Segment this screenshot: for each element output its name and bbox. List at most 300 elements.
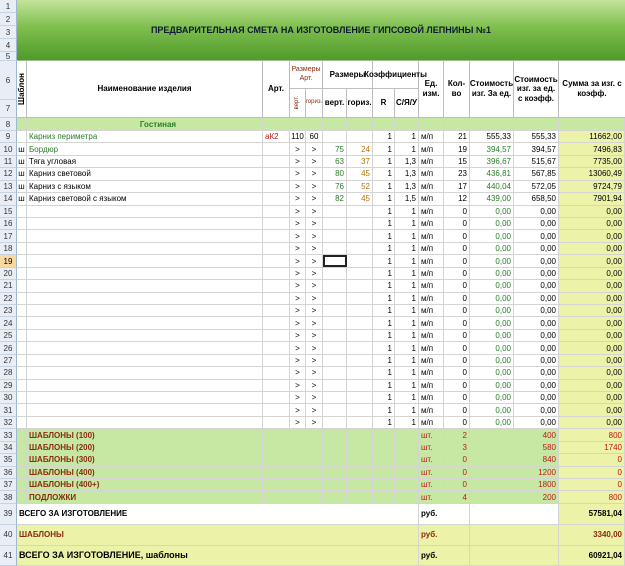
cell-ed[interactable]: м/п bbox=[419, 131, 444, 142]
cell-sh[interactable] bbox=[17, 491, 27, 502]
cell-name[interactable]: ШАБЛОНЫ (200) bbox=[27, 442, 263, 453]
cell-av[interactable]: > bbox=[290, 143, 306, 154]
cell-v[interactable] bbox=[323, 305, 347, 316]
cell-pk[interactable]: 0,00 bbox=[514, 305, 559, 316]
cell-ed[interactable]: м/п bbox=[419, 305, 444, 316]
cell-s[interactable]: 1740 bbox=[559, 442, 625, 453]
cell-pk[interactable]: 0,00 bbox=[514, 206, 559, 217]
cell-name[interactable] bbox=[27, 218, 263, 229]
cell-v[interactable] bbox=[323, 317, 347, 328]
cell-p[interactable] bbox=[470, 454, 514, 465]
cell-c[interactable] bbox=[395, 454, 419, 465]
cell-q[interactable]: 0 bbox=[444, 392, 470, 403]
cell-ed[interactable]: шт. bbox=[419, 491, 444, 502]
cell-ed[interactable]: м/п bbox=[419, 230, 444, 241]
cell-pk[interactable] bbox=[514, 118, 559, 130]
cell-r[interactable]: 1 bbox=[373, 317, 395, 328]
cell-q[interactable]: 0 bbox=[444, 243, 470, 254]
cell-q[interactable]: 0 bbox=[444, 218, 470, 229]
cell-r[interactable]: 1 bbox=[373, 193, 395, 204]
cell-name[interactable]: ПОДЛОЖКИ bbox=[27, 491, 263, 502]
header-koef[interactable]: Коэффициенты bbox=[373, 61, 419, 89]
total-sum[interactable]: 60921,04 bbox=[559, 546, 625, 565]
cell-ag[interactable]: > bbox=[306, 355, 323, 366]
cell-p[interactable]: 0,00 bbox=[470, 280, 514, 291]
cell-p[interactable]: 0,00 bbox=[470, 206, 514, 217]
cell-v[interactable] bbox=[323, 131, 347, 142]
cell-art[interactable] bbox=[263, 367, 290, 378]
cell-av[interactable] bbox=[290, 479, 306, 490]
row-header[interactable]: 25 bbox=[0, 330, 17, 342]
cell-g[interactable] bbox=[347, 243, 373, 254]
cell-c[interactable]: 1,5 bbox=[395, 193, 419, 204]
cell-s[interactable]: 13060,49 bbox=[559, 168, 625, 179]
header-sum[interactable]: Сумма за изг. с коэфф. bbox=[559, 61, 625, 118]
row-header[interactable]: 28 bbox=[0, 367, 17, 379]
cell-v[interactable] bbox=[323, 280, 347, 291]
cell-g[interactable] bbox=[347, 255, 373, 266]
cell-name[interactable]: ШАБЛОНЫ (400) bbox=[27, 467, 263, 478]
cell-r[interactable]: 1 bbox=[373, 380, 395, 391]
cell-s[interactable]: 0,00 bbox=[559, 280, 625, 291]
cell-p[interactable]: 0,00 bbox=[470, 317, 514, 328]
cell-g[interactable] bbox=[347, 280, 373, 291]
cell-g[interactable] bbox=[347, 429, 373, 440]
cell-av[interactable]: > bbox=[290, 404, 306, 415]
cell-name[interactable]: Тяга угловая bbox=[27, 156, 263, 167]
cell-c[interactable]: 1 bbox=[395, 380, 419, 391]
cell-g[interactable] bbox=[347, 404, 373, 415]
cell-ed[interactable]: м/п bbox=[419, 342, 444, 353]
cell-r[interactable]: 1 bbox=[373, 218, 395, 229]
cell-art[interactable] bbox=[263, 404, 290, 415]
cell-art[interactable] bbox=[263, 317, 290, 328]
cell-r[interactable]: 1 bbox=[373, 280, 395, 291]
cell-r[interactable]: 1 bbox=[373, 392, 395, 403]
cell-r[interactable] bbox=[373, 467, 395, 478]
cell-name[interactable] bbox=[27, 417, 263, 428]
cell-p[interactable]: 0,00 bbox=[470, 305, 514, 316]
cell-r[interactable]: 1 bbox=[373, 168, 395, 179]
cell-ag[interactable]: > bbox=[306, 404, 323, 415]
cell-sh[interactable] bbox=[17, 367, 27, 378]
cell-s[interactable]: 0,00 bbox=[559, 392, 625, 403]
cell-pk[interactable]: 0,00 bbox=[514, 317, 559, 328]
cell-name[interactable] bbox=[27, 206, 263, 217]
cell-name[interactable] bbox=[27, 293, 263, 304]
cell-g[interactable] bbox=[347, 330, 373, 341]
cell-ag[interactable]: > bbox=[306, 392, 323, 403]
row-header[interactable]: 26 bbox=[0, 342, 17, 354]
cell-s[interactable]: 0 bbox=[559, 467, 625, 478]
cell-art[interactable] bbox=[263, 305, 290, 316]
cell-v[interactable]: 76 bbox=[323, 181, 347, 192]
cell-art[interactable] bbox=[263, 293, 290, 304]
cell-ed[interactable]: м/п bbox=[419, 367, 444, 378]
cell-q[interactable]: 0 bbox=[444, 467, 470, 478]
cell-p[interactable]: 396,67 bbox=[470, 156, 514, 167]
cell-s[interactable]: 7735,00 bbox=[559, 156, 625, 167]
cell-sh[interactable] bbox=[17, 255, 27, 266]
cell-pk[interactable]: 0,00 bbox=[514, 330, 559, 341]
cell-ed[interactable]: м/п bbox=[419, 355, 444, 366]
row-header[interactable]: 39 bbox=[0, 504, 17, 525]
cell-sh[interactable] bbox=[17, 417, 27, 428]
cell-c[interactable]: 1 bbox=[395, 355, 419, 366]
row-header[interactable]: 34 bbox=[0, 442, 17, 454]
cell-art[interactable] bbox=[263, 392, 290, 403]
cell-sh[interactable] bbox=[17, 230, 27, 241]
cell-v[interactable] bbox=[323, 392, 347, 403]
cell-sh[interactable] bbox=[17, 317, 27, 328]
cell-g[interactable] bbox=[347, 293, 373, 304]
header-csu[interactable]: С/Я/У bbox=[395, 89, 419, 118]
cell-name[interactable]: ШАБЛОНЫ (100) bbox=[27, 429, 263, 440]
cell-q[interactable]: 3 bbox=[444, 442, 470, 453]
row-header[interactable]: 15 bbox=[0, 206, 17, 218]
cell-ag[interactable]: > bbox=[306, 156, 323, 167]
cell-ed[interactable] bbox=[419, 118, 444, 130]
cell-q[interactable]: 0 bbox=[444, 355, 470, 366]
cell-p[interactable]: 0,00 bbox=[470, 380, 514, 391]
cell-art[interactable] bbox=[263, 417, 290, 428]
cell-pk[interactable]: 0,00 bbox=[514, 218, 559, 229]
cell-sh[interactable] bbox=[17, 305, 27, 316]
cell-s[interactable] bbox=[559, 118, 625, 130]
cell-s[interactable]: 0,00 bbox=[559, 293, 625, 304]
cell-p[interactable]: 0,00 bbox=[470, 330, 514, 341]
cell-ag[interactable] bbox=[306, 467, 323, 478]
cell-q[interactable]: 0 bbox=[444, 268, 470, 279]
cell-s[interactable]: 0,00 bbox=[559, 355, 625, 366]
cell-g[interactable]: 24 bbox=[347, 143, 373, 154]
cell-g[interactable] bbox=[347, 131, 373, 142]
cell-p[interactable]: 0,00 bbox=[470, 218, 514, 229]
cell-av[interactable]: > bbox=[290, 181, 306, 192]
cell-name[interactable]: Бордюр bbox=[27, 143, 263, 154]
cell-r[interactable] bbox=[373, 429, 395, 440]
row-header[interactable]: 21 bbox=[0, 280, 17, 292]
cell-v[interactable] bbox=[323, 268, 347, 279]
cell-q[interactable]: 0 bbox=[444, 230, 470, 241]
cell-r[interactable]: 1 bbox=[373, 181, 395, 192]
cell-art[interactable] bbox=[263, 255, 290, 266]
header-shablon[interactable]: Шаблон bbox=[17, 61, 27, 118]
cell-art[interactable] bbox=[263, 243, 290, 254]
cell-r[interactable]: 1 bbox=[373, 131, 395, 142]
cell-art[interactable] bbox=[263, 442, 290, 453]
cell-g[interactable]: 45 bbox=[347, 168, 373, 179]
cell-p[interactable]: 0,00 bbox=[470, 230, 514, 241]
cell-ag[interactable]: > bbox=[306, 342, 323, 353]
cell-art[interactable] bbox=[263, 429, 290, 440]
cell-ag[interactable]: > bbox=[306, 367, 323, 378]
cell-art[interactable] bbox=[263, 280, 290, 291]
row-header[interactable]: 6 bbox=[0, 61, 17, 100]
cell-g[interactable]: 45 bbox=[347, 193, 373, 204]
cell-ed[interactable]: шт. bbox=[419, 442, 444, 453]
cell-av[interactable]: > bbox=[290, 367, 306, 378]
cell-g[interactable] bbox=[347, 268, 373, 279]
cell-q[interactable]: 2 bbox=[444, 429, 470, 440]
cell-name[interactable]: Карниз световой bbox=[27, 168, 263, 179]
header-razm-art[interactable]: Размеры Арт. bbox=[290, 61, 323, 89]
cell-name[interactable] bbox=[27, 380, 263, 391]
cell-c[interactable]: 1 bbox=[395, 330, 419, 341]
cell-p[interactable]: 0,00 bbox=[470, 417, 514, 428]
row-header[interactable]: 16 bbox=[0, 218, 17, 230]
cell-q[interactable]: 17 bbox=[444, 181, 470, 192]
cell-sh[interactable]: ш bbox=[17, 156, 27, 167]
cell-pk[interactable]: 400 bbox=[514, 429, 559, 440]
cell-p[interactable]: 555,33 bbox=[470, 131, 514, 142]
cell-av[interactable]: > bbox=[290, 330, 306, 341]
cell-c[interactable] bbox=[395, 467, 419, 478]
row-header[interactable]: 9 bbox=[0, 131, 17, 143]
cell-c[interactable]: 1 bbox=[395, 280, 419, 291]
cell-ag[interactable]: > bbox=[306, 143, 323, 154]
cell-v[interactable] bbox=[323, 417, 347, 428]
cell-s[interactable]: 0,00 bbox=[559, 330, 625, 341]
cell-g[interactable] bbox=[347, 392, 373, 403]
cell-c[interactable]: 1 bbox=[395, 206, 419, 217]
cell-c[interactable]: 1 bbox=[395, 255, 419, 266]
cell-r[interactable] bbox=[373, 442, 395, 453]
cell-pk[interactable]: 567,85 bbox=[514, 168, 559, 179]
row-header[interactable]: 18 bbox=[0, 243, 17, 255]
cell-q[interactable]: 0 bbox=[444, 380, 470, 391]
cell-r[interactable]: 1 bbox=[373, 330, 395, 341]
cell-sh[interactable] bbox=[17, 268, 27, 279]
cell-g[interactable] bbox=[347, 491, 373, 502]
cell-q[interactable]: 0 bbox=[444, 255, 470, 266]
cell-q[interactable]: 0 bbox=[444, 454, 470, 465]
cell-art[interactable] bbox=[263, 156, 290, 167]
cell-pk[interactable]: 0,00 bbox=[514, 355, 559, 366]
cell-name[interactable] bbox=[27, 330, 263, 341]
row-header[interactable]: 20 bbox=[0, 268, 17, 280]
cell-s[interactable]: 0,00 bbox=[559, 206, 625, 217]
row-header[interactable]: 14 bbox=[0, 193, 17, 205]
cell-ag[interactable] bbox=[306, 491, 323, 502]
cell-q[interactable]: 0 bbox=[444, 342, 470, 353]
cell-av[interactable]: > bbox=[290, 168, 306, 179]
cell-q[interactable]: 15 bbox=[444, 156, 470, 167]
cell-ag[interactable]: > bbox=[306, 218, 323, 229]
cell-pk[interactable]: 0,00 bbox=[514, 293, 559, 304]
cell-ed[interactable]: м/п bbox=[419, 280, 444, 291]
cell-av[interactable]: > bbox=[290, 280, 306, 291]
cell-c[interactable] bbox=[395, 491, 419, 502]
row-header[interactable]: 37 bbox=[0, 479, 17, 491]
cell-c[interactable]: 1 bbox=[395, 243, 419, 254]
header-ed[interactable]: Ед. изм. bbox=[419, 61, 444, 118]
cell-ed[interactable]: м/п bbox=[419, 156, 444, 167]
header-cost-k[interactable]: Стоимость изг. за ед. с коэфф. bbox=[514, 61, 559, 118]
total-sum[interactable]: 3340,00 bbox=[559, 525, 625, 545]
cell-name[interactable] bbox=[27, 280, 263, 291]
cell-p[interactable]: 440,04 bbox=[470, 181, 514, 192]
cell-name[interactable] bbox=[27, 367, 263, 378]
cell-g[interactable] bbox=[347, 417, 373, 428]
cell-art[interactable] bbox=[263, 355, 290, 366]
header-art-vert[interactable]: верт. bbox=[290, 89, 306, 118]
cell-pk[interactable]: 572,05 bbox=[514, 181, 559, 192]
cell-sh[interactable] bbox=[17, 118, 27, 130]
cell-av[interactable]: > bbox=[290, 392, 306, 403]
cell-q[interactable]: 21 bbox=[444, 131, 470, 142]
cell-v[interactable] bbox=[323, 404, 347, 415]
cell-ed[interactable]: м/п bbox=[419, 404, 444, 415]
cell-name[interactable] bbox=[27, 268, 263, 279]
cell-name[interactable] bbox=[27, 243, 263, 254]
row-header[interactable]: 4 bbox=[0, 39, 17, 52]
cell-ag[interactable]: > bbox=[306, 255, 323, 266]
row-header[interactable]: 29 bbox=[0, 380, 17, 392]
cell-ag[interactable]: > bbox=[306, 293, 323, 304]
cell-ed[interactable]: м/п bbox=[419, 243, 444, 254]
cell-q[interactable]: 12 bbox=[444, 193, 470, 204]
cell-p[interactable]: 0,00 bbox=[470, 342, 514, 353]
header-art-goriz[interactable]: гориз. bbox=[306, 89, 323, 118]
cell-v[interactable] bbox=[323, 429, 347, 440]
cell-ag[interactable]: > bbox=[306, 280, 323, 291]
cell-pk[interactable]: 0,00 bbox=[514, 380, 559, 391]
cell-sh[interactable] bbox=[17, 429, 27, 440]
cell-art[interactable] bbox=[263, 206, 290, 217]
row-header[interactable]: 13 bbox=[0, 181, 17, 193]
cell-r[interactable]: 1 bbox=[373, 243, 395, 254]
cell-c[interactable]: 1 bbox=[395, 293, 419, 304]
cell-art[interactable] bbox=[263, 193, 290, 204]
row-header[interactable]: 3 bbox=[0, 26, 17, 39]
cell-name[interactable] bbox=[27, 317, 263, 328]
cell-g[interactable] bbox=[347, 218, 373, 229]
cell-sh[interactable] bbox=[17, 243, 27, 254]
cell-ed[interactable]: м/п bbox=[419, 392, 444, 403]
row-header[interactable]: 35 bbox=[0, 454, 17, 466]
cell-pk[interactable]: 0,00 bbox=[514, 392, 559, 403]
cell-av[interactable]: > bbox=[290, 243, 306, 254]
header-goriz[interactable]: гориз. bbox=[347, 89, 373, 118]
cell-ed[interactable]: м/п bbox=[419, 143, 444, 154]
cell-c[interactable]: 1 bbox=[395, 367, 419, 378]
cell-sh[interactable] bbox=[17, 479, 27, 490]
cell-p[interactable]: 436,81 bbox=[470, 168, 514, 179]
cell-ag[interactable] bbox=[306, 479, 323, 490]
cell-av[interactable]: > bbox=[290, 156, 306, 167]
cell-r[interactable] bbox=[373, 118, 395, 130]
cell-sh[interactable] bbox=[17, 454, 27, 465]
cell-pk[interactable]: 515,67 bbox=[514, 156, 559, 167]
cell-p[interactable] bbox=[470, 429, 514, 440]
cell-pk[interactable]: 0,00 bbox=[514, 404, 559, 415]
cell-sh[interactable] bbox=[17, 218, 27, 229]
cell-pk[interactable]: 1800 bbox=[514, 479, 559, 490]
cell-v[interactable] bbox=[323, 454, 347, 465]
cell-c[interactable] bbox=[395, 429, 419, 440]
cell-g[interactable] bbox=[347, 479, 373, 490]
cell-r[interactable]: 1 bbox=[373, 305, 395, 316]
cell-pk[interactable]: 200 bbox=[514, 491, 559, 502]
cell-name[interactable]: Карниз с языком bbox=[27, 181, 263, 192]
cell-v[interactable] bbox=[323, 206, 347, 217]
row-header[interactable]: 31 bbox=[0, 404, 17, 416]
cell-c[interactable]: 1 bbox=[395, 268, 419, 279]
cell-g[interactable] bbox=[347, 442, 373, 453]
cell-pk[interactable]: 0,00 bbox=[514, 280, 559, 291]
cell-sh[interactable] bbox=[17, 392, 27, 403]
cell-c[interactable]: 1 bbox=[395, 131, 419, 142]
cell-sh[interactable] bbox=[17, 380, 27, 391]
cell-q[interactable]: 0 bbox=[444, 317, 470, 328]
cell-c[interactable] bbox=[395, 442, 419, 453]
row-header[interactable]: 27 bbox=[0, 355, 17, 367]
row-header[interactable]: 41 bbox=[0, 546, 17, 566]
cell-c[interactable]: 1 bbox=[395, 305, 419, 316]
cell-c[interactable]: 1 bbox=[395, 218, 419, 229]
cell-g[interactable] bbox=[347, 367, 373, 378]
header-cost[interactable]: Стоимость изг. За ед. bbox=[470, 61, 514, 118]
cell-g[interactable]: 37 bbox=[347, 156, 373, 167]
cell-g[interactable] bbox=[347, 355, 373, 366]
cell-ag[interactable] bbox=[306, 118, 323, 130]
cell-r[interactable] bbox=[373, 491, 395, 502]
cell-pk[interactable]: 0,00 bbox=[514, 367, 559, 378]
cell-r[interactable]: 1 bbox=[373, 293, 395, 304]
cell-sh[interactable] bbox=[17, 293, 27, 304]
cell-v[interactable] bbox=[323, 230, 347, 241]
cell-p[interactable] bbox=[470, 479, 514, 490]
cell-ed[interactable]: м/п bbox=[419, 268, 444, 279]
cell-ed[interactable]: шт. bbox=[419, 479, 444, 490]
cell-c[interactable]: 1,3 bbox=[395, 156, 419, 167]
cell-v[interactable] bbox=[323, 118, 347, 130]
cell-q[interactable]: 0 bbox=[444, 367, 470, 378]
cell-q[interactable]: 0 bbox=[444, 280, 470, 291]
cell-ed[interactable]: м/п bbox=[419, 206, 444, 217]
cell-av[interactable] bbox=[290, 467, 306, 478]
cell-ag[interactable]: 60 bbox=[306, 131, 323, 142]
cell-av[interactable]: > bbox=[290, 268, 306, 279]
cell-art[interactable] bbox=[263, 330, 290, 341]
cell-g[interactable] bbox=[347, 206, 373, 217]
total-sum[interactable]: 57581,04 bbox=[559, 504, 625, 524]
cell-c[interactable] bbox=[395, 118, 419, 130]
cell-c[interactable]: 1,3 bbox=[395, 168, 419, 179]
row-header[interactable]: 38 bbox=[0, 491, 17, 503]
cell-c[interactable]: 1,3 bbox=[395, 181, 419, 192]
cell-s[interactable]: 0 bbox=[559, 479, 625, 490]
cell-name[interactable] bbox=[27, 305, 263, 316]
cell-ag[interactable]: > bbox=[306, 206, 323, 217]
cell-av[interactable]: > bbox=[290, 317, 306, 328]
cell-v[interactable] bbox=[323, 330, 347, 341]
cell-ag[interactable] bbox=[306, 429, 323, 440]
cell-q[interactable]: 23 bbox=[444, 168, 470, 179]
cell-q[interactable]: 4 bbox=[444, 491, 470, 502]
cell-p[interactable] bbox=[470, 467, 514, 478]
header-art[interactable]: Арт. bbox=[263, 61, 290, 118]
cell-s[interactable]: 0,00 bbox=[559, 305, 625, 316]
cell-sh[interactable]: ш bbox=[17, 143, 27, 154]
cell-av[interactable] bbox=[290, 429, 306, 440]
row-header[interactable]: 11 bbox=[0, 156, 17, 168]
cell-pk[interactable]: 0,00 bbox=[514, 417, 559, 428]
cell-av[interactable] bbox=[290, 491, 306, 502]
cell-s[interactable]: 0,00 bbox=[559, 404, 625, 415]
cell-ed[interactable]: м/п bbox=[419, 330, 444, 341]
